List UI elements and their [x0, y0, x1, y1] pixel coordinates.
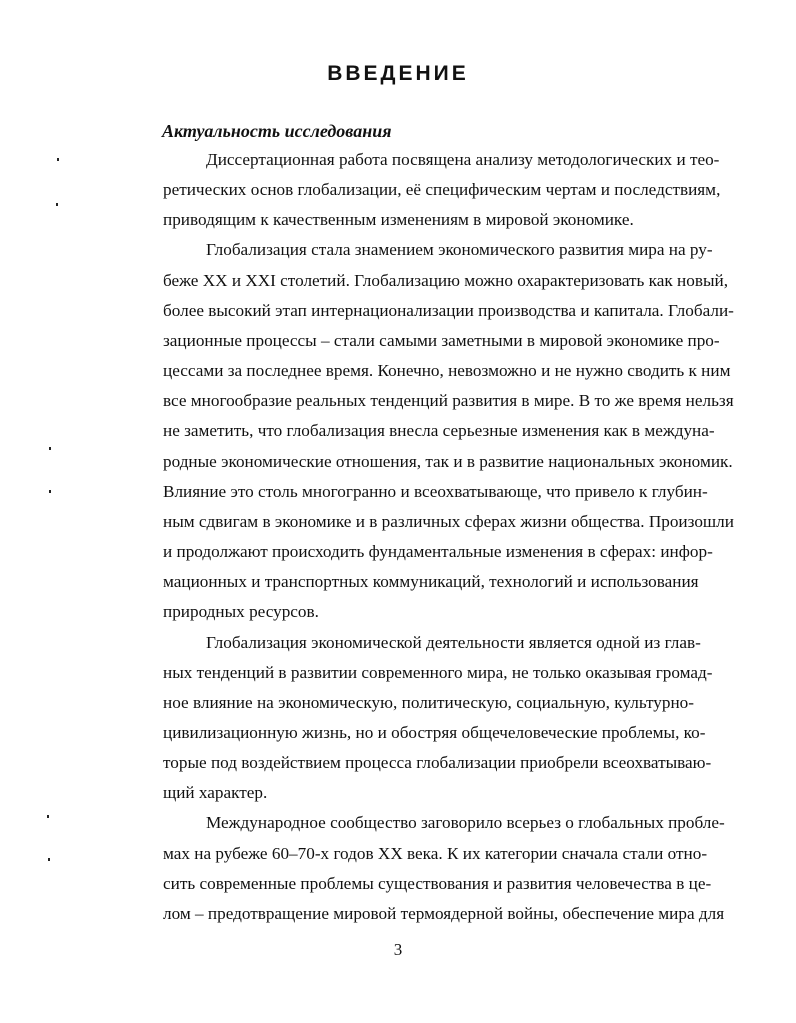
scan-mark — [47, 815, 49, 818]
paragraph-3 — [120, 628, 713, 809]
section-title: Актуальность исследования — [162, 121, 392, 141]
text-line: цессами за последнее время. Конечно, невозможно и не нужно сводить к ним — [163, 361, 731, 381]
text-line: сить современные проблемы существования и развития человечества в це- — [163, 873, 712, 893]
scan-mark — [57, 158, 59, 161]
paragraph-1 — [120, 145, 721, 235]
text-line: ное влияние на экономическую, политическую, социальную, культурно- — [163, 692, 694, 712]
text-line: Международное сообщество заговорило всерьез о глобальных пробле- — [206, 813, 725, 833]
text-line: приводящим к качественным изменениям в мировой экономике. — [163, 210, 634, 230]
text-line: природных ресурсов. — [163, 602, 319, 622]
page-number: 3 — [393, 940, 403, 959]
scan-mark — [49, 447, 51, 450]
text-line: Диссертационная работа посвящена анализу методологических и тео- — [206, 150, 720, 169]
text-line: торые под воздействием процесса глобализации приобрели всеохватываю- — [163, 753, 712, 773]
text-line: Глобализация стала знамением экономического развития мира на ру- — [206, 240, 713, 260]
paragraph-2 — [120, 235, 734, 627]
text-line: Глобализация экономической деятельности является одной из глав- — [206, 632, 701, 652]
scan-mark — [56, 203, 58, 206]
scan-mark — [49, 490, 51, 493]
text-line: все многообразие реальных тенденций развития в мире. В то же время нельзя — [163, 391, 734, 411]
text-line: ных тенденций в развитии современного мира, не только оказывая громад- — [163, 662, 713, 682]
text-line: лом – предотвращение мировой термоядерной войны, обеспечение мира для — [163, 903, 725, 923]
text-line: зационные процессы – стали самыми заметными в мировой экономике про- — [163, 330, 720, 350]
text-line: беже XX и XXI столетий. Глобализацию можно охарактеризовать как новый, — [163, 270, 728, 290]
text-line: не заметить, что глобализация внесла серьезные изменения как в междуна- — [163, 421, 715, 441]
page-title: ВВЕДЕНИЕ — [327, 62, 469, 85]
text-line: ретических основ глобализации, её специфическим чертам и последствиям, — [163, 180, 721, 200]
text-line: и продолжают происходить фундаментальные изменения в сферах: инфор- — [163, 542, 713, 562]
text-line: мационных и транспортных коммуникаций, технологий и использования — [163, 572, 699, 592]
body-text — [120, 145, 734, 929]
text-line: мах на рубеже 60–70-х годов XX века. К их категории сначала стали отно- — [163, 843, 708, 863]
text-line: более высокий этап интернационализации производства и капитала. Глобали- — [163, 300, 734, 320]
text-line: цивилизационную жизнь, но и обостряя общечеловеческие проблемы, ко- — [163, 722, 706, 742]
paragraph-4 — [120, 808, 725, 929]
text-line: родные экономические отношения, так и в развитие национальных экономик. — [163, 451, 733, 471]
text-line: щий характер. — [163, 783, 268, 803]
scan-mark — [48, 858, 50, 861]
text-line: ным сдвигам в экономике и в различных сферах жизни общества. Произошли — [163, 511, 734, 531]
text-line: Влияние это столь многогранно и всеохватывающе, что привело к глубин- — [163, 481, 708, 501]
